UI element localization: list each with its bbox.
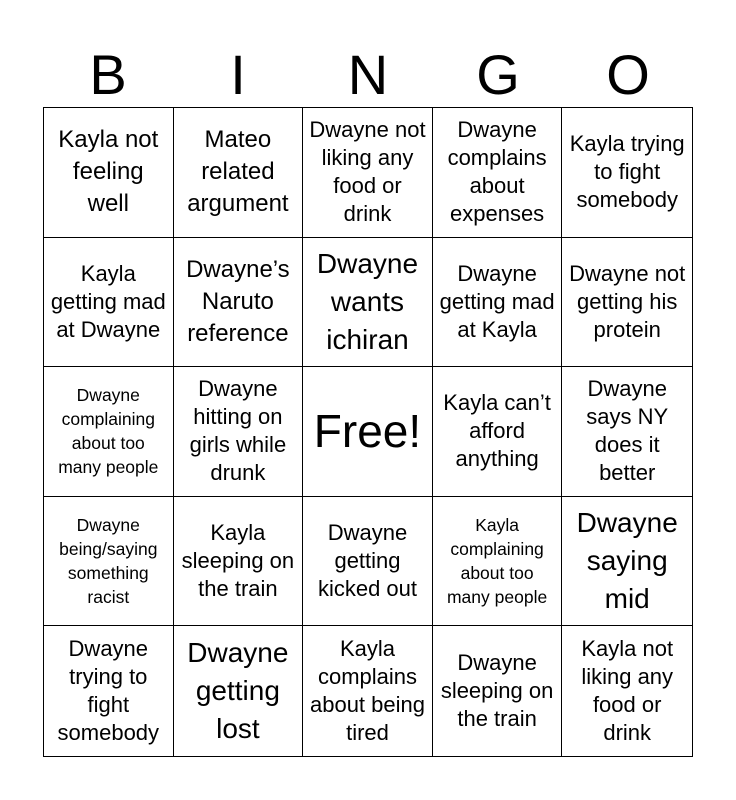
cell-text: Kayla sleeping on the train (181, 520, 295, 602)
cell-text: Dwayne trying to fight somebody (57, 636, 160, 746)
bingo-cell-r1c4[interactable] (433, 108, 563, 238)
bingo-cell-r2c3[interactable] (303, 238, 433, 368)
bingo-cell-r4c4[interactable] (433, 497, 563, 627)
cell-text: Dwayne says NY does it better (586, 376, 669, 486)
cell-text: Kayla not liking any food or drink (581, 636, 674, 746)
cell-text: Dwayne getting mad at Kayla (439, 260, 555, 342)
cell-text: Dwayne not liking any food or drink (309, 117, 426, 227)
bingo-cell-r1c1[interactable] (44, 108, 174, 238)
cell-text: Dwayne hitting on girls while drunk (189, 376, 287, 486)
bingo-cell-r2c2[interactable] (174, 238, 304, 368)
bingo-cell-r2c5[interactable] (562, 238, 692, 368)
bingo-cell-r3c2[interactable] (174, 367, 304, 497)
bingo-cell-r2c4[interactable] (433, 238, 563, 368)
bingo-free-space[interactable] (303, 367, 433, 497)
cell-text: Dwayne complaining about too many people (58, 385, 159, 478)
bingo-board (43, 107, 693, 757)
header-letter-i: I (230, 43, 246, 106)
header-letter-b: B (89, 43, 127, 106)
cell-text: Kayla complaining about too many people (446, 515, 548, 608)
bingo-cell-r1c3[interactable] (303, 108, 433, 238)
cell-text: Dwayne saying mid (576, 507, 678, 615)
cell-text: Dwayne being/saying something racist (59, 515, 158, 608)
header-letter-g: G (476, 43, 520, 106)
bingo-cell-r4c2[interactable] (174, 497, 304, 627)
cell-text: Kayla not feeling well (58, 126, 159, 218)
cell-text: Kayla can’t afford anything (443, 390, 551, 472)
bingo-cell-r4c5[interactable] (562, 497, 692, 627)
bingo-cell-r5c4[interactable] (433, 626, 563, 756)
bingo-cell-r4c3[interactable] (303, 497, 433, 627)
bingo-cell-r3c1[interactable] (44, 367, 174, 497)
cell-text: Kayla complains about being tired (309, 636, 425, 746)
cell-text: Mateo related argument (187, 126, 289, 218)
cell-text: Dwayne getting lost (187, 637, 289, 745)
bingo-cell-r3c5[interactable] (562, 367, 692, 497)
bingo-header (43, 44, 693, 106)
cell-text: Dwayne wants ichiran (316, 247, 419, 355)
header-letter-o: O (606, 43, 650, 106)
bingo-cell-r5c3[interactable] (303, 626, 433, 756)
bingo-cell-r4c1[interactable] (44, 497, 174, 627)
header-letter-n: N (347, 43, 389, 106)
cell-text: Kayla trying to fight somebody (569, 131, 685, 213)
free-space-text: Free! (313, 405, 422, 458)
cell-text: Dwayne sleeping on the train (440, 650, 554, 732)
cell-text: Dwayne getting kicked out (317, 520, 418, 602)
bingo-cell-r5c2[interactable] (174, 626, 304, 756)
bingo-cell-r1c2[interactable] (174, 108, 304, 238)
cell-text: Dwayne’s Naruto reference (186, 255, 290, 347)
bingo-cell-r5c1[interactable] (44, 626, 174, 756)
cell-text: Dwayne complains about expenses (447, 117, 547, 227)
bingo-cell-r2c1[interactable] (44, 238, 174, 368)
bingo-cell-r1c5[interactable] (562, 108, 692, 238)
cell-text: Kayla getting mad at Dwayne (50, 260, 166, 342)
bingo-cell-r5c5[interactable] (562, 626, 692, 756)
bingo-cell-r3c4[interactable] (433, 367, 563, 497)
cell-text: Dwayne not getting his protein (569, 260, 686, 342)
